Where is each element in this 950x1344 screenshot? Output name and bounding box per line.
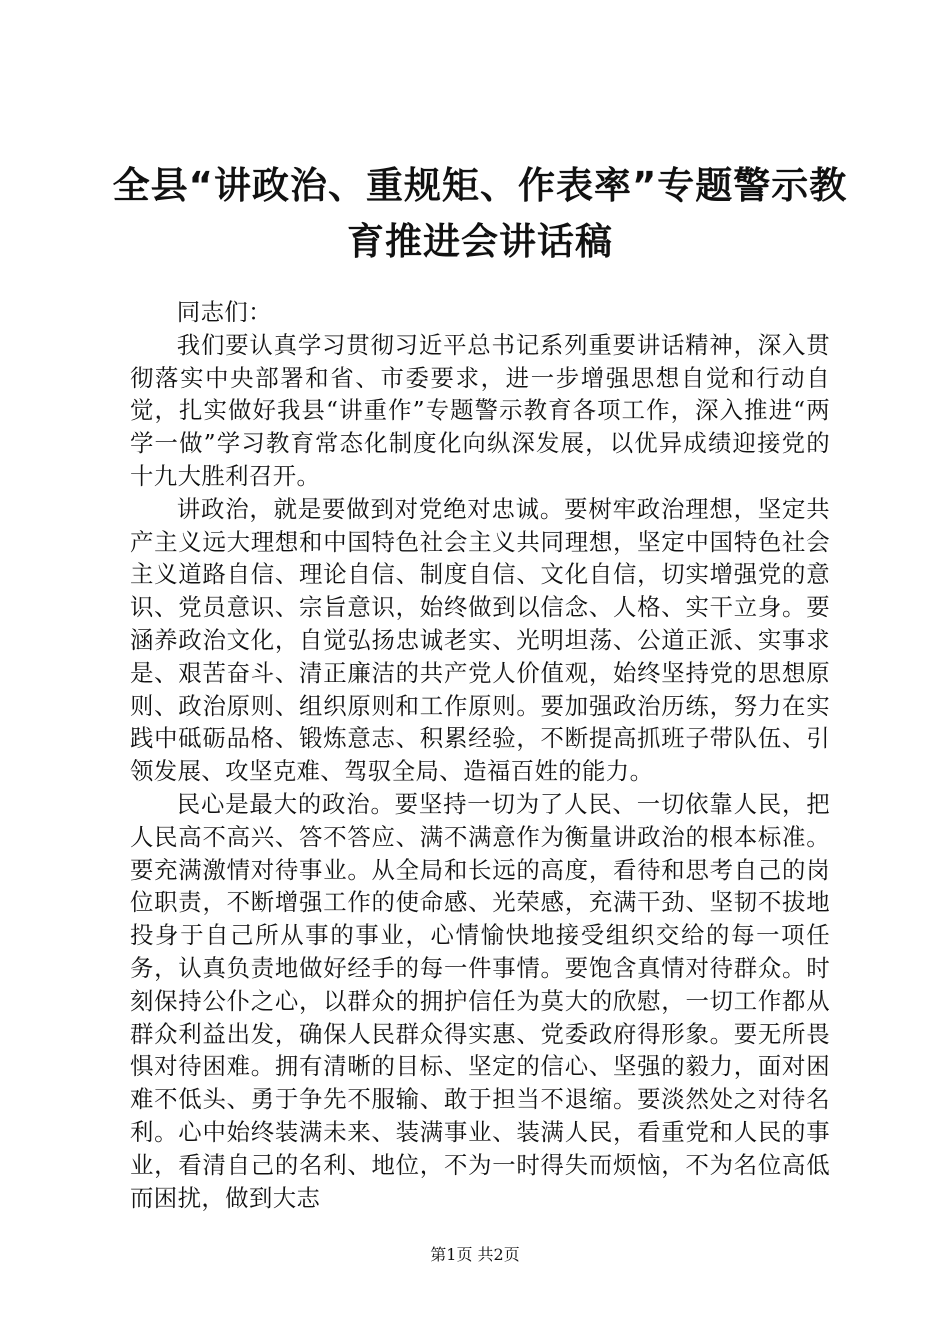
paragraph-3: 民心是最大的政治。要坚持一切为了人民、一切依靠人民，把人民高不高兴、答不答应、满不满意作为衡量讲政治的根本标准。要充满激情对待事业。从全局和长远的高度，看待和思考自己的岗位职责，不断增强工作的使命感、光荣感，充满干劲、坚韧不拔地投身于自己所从事的事业，心情愉快地接受组织交给的每一项任务，认真负责地做好经手的每一件事情。要饱含真情对待群众。时刻保持公仆之心，以群众的拥护信任为莫大的欣慰，一切工作都从群众利益出发，确保人民群众得实惠、党委政府得形象。要无所畏惧对待困难。拥有清晰的目标、坚定的信心、坚强的毅力，面对困难不低头、勇于争先不服输、敢于担当不退缩。要淡然处之对待名利。心中始终装满未来、装满事业、装满人民，看重党和人民的事业，看清自己的名利、地位，不为一时得失而烦恼，不为名位高低而困扰，做到大志 [130, 789, 830, 1212]
page-footer: 第1页 共2页 [430, 1245, 520, 1264]
paragraph-2: 讲政治，就是要做到对党绝对忠诚。要树牢政治理想，坚定共产主义远大理想和中国特色社会主义共同理想，坚定中国特色社会主义道路自信、理论自信、制度自信、文化自信，切实增强党的意识、党员意识、宗旨意识，始终做到以信念、人格、实干立身。要涵养政治文化，自觉弘扬忠诚老实、光明坦荡、公道正派、实事求是、艰苦奋斗、清正廉洁的共产党人价值观，始终坚持党的思想原则、政治原则、组织原则和工作原则。要加强政治历练，努力在实践中砥砺品格、锻炼意志、积累经验，不断提高抓班子带队伍、引领发展、攻坚克难、驾驭全局、造福百姓的能力。 [130, 494, 830, 786]
salutation: 同志们： [176, 298, 272, 326]
paragraph-1: 我们要认真学习贯彻习近平总书记系列重要讲话精神，深入贯彻落实中央部署和省、市委要求，进一步增强思想自觉和行动自觉，扎实做好我县“讲重作”专题警示教育各项工作，深入推进“两学一做”学习教育常态化制度化向纵深发展，以优异成绩迎接党的十九大胜利召开。 [130, 330, 830, 490]
document-body [130, 296, 830, 1214]
document-title: 全县“讲政治、重规矩、作表率”专题警示教育推进会讲话稿 [112, 164, 848, 263]
